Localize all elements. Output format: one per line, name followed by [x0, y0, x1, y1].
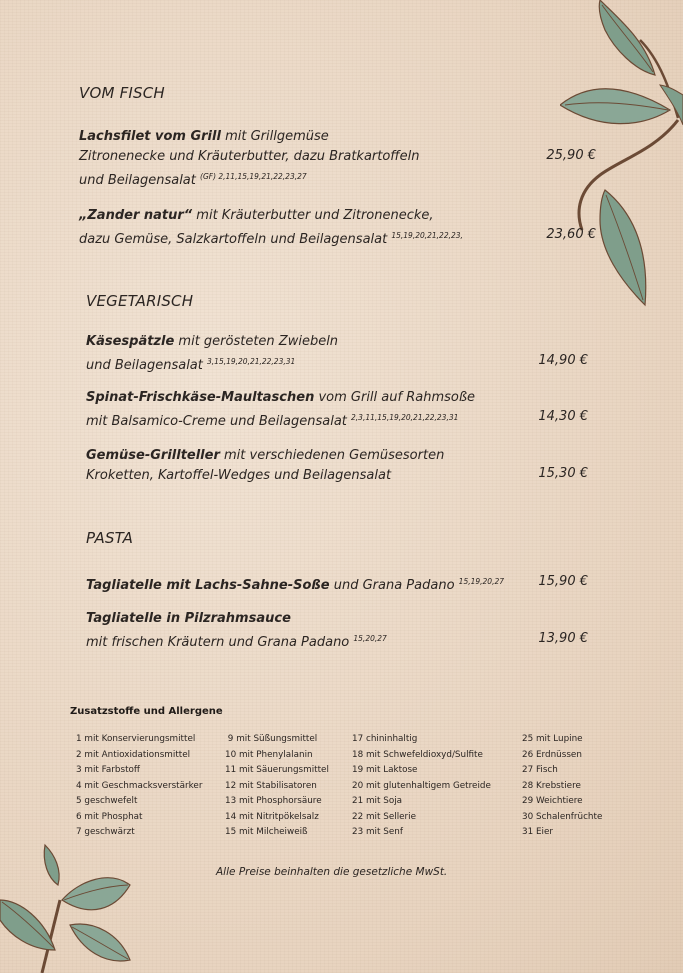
dish-name: Tagliatelle in Pilzrahmsauce — [86, 611, 291, 626]
additives-column-3 — [352, 732, 491, 841]
additive-item: 14 mit Nitritpökelsalz — [225, 811, 319, 822]
additive-item: 23 mit Senf — [352, 827, 403, 837]
vat-note: Alle Preise beinhalten die gesetzliche MwSt. — [216, 866, 448, 878]
price: 25,90 € — [546, 148, 596, 163]
allergen-codes: 3,15,19,20,21,22,23,31 — [207, 357, 296, 366]
additive-item: 15 mit Milcheiweiß — [225, 827, 308, 837]
additives-title: Zusatzstoffe und Allergene — [70, 706, 223, 717]
section-title-pasta: PASTA — [86, 529, 134, 547]
additive-item: 11 mit Säuerungsmittel — [225, 765, 329, 775]
additive-item: 30 Schalenfrüchte — [522, 811, 603, 822]
additive-item: 29 Weichtiere — [522, 796, 583, 806]
additive-item: 12 mit Stabilisatoren — [225, 780, 317, 791]
allergen-codes: 15,19,20,21,22,23, — [391, 231, 463, 240]
allergen-codes: 2,3,11,15,19,20,21,22,23,31 — [351, 413, 459, 422]
additive-item: 17 chininhaltig — [352, 734, 418, 744]
additive-item: 22 mit Sellerie — [352, 811, 417, 822]
additive-item: 13 mit Phosphorsäure — [225, 796, 322, 806]
menu-item: Spinat-Frischkäse-Maultaschen vom Grill auf Rahmsoße mit Balsamico-Creme und Beilagensalat $^{2,3,11,15,19,20,21,22,23,31}$ — [86, 390, 476, 429]
additive-item: 5 geschwefelt — [76, 796, 138, 806]
price: 14,90 € — [538, 353, 588, 368]
dish-name: Lachsfilet vom Grill — [79, 129, 221, 144]
dish-name: Käsespätzle — [86, 334, 175, 349]
price: 23,60 € — [546, 227, 596, 242]
section-title-vegetarian: VEGETARISCH — [86, 292, 194, 310]
dish-name: „Zander natur“ — [79, 208, 193, 223]
additive-item: 21 mit Soja — [352, 796, 403, 806]
additive-item: 26 Erdnüssen — [522, 749, 582, 760]
additive-item: 27 Fisch — [522, 765, 558, 775]
menu-item: Tagliatelle mit Lachs-Sahne-Soße und Grana Padano $^{15,19,20,27}$ — [86, 577, 504, 593]
menu-item: Käsespätzle mit gerösteten Zwiebeln und Beilagensalat $^{3,15,19,20,21,22,23,31}$ — [86, 334, 339, 373]
additive-item: 1 mit Konservierungsmittel — [76, 734, 196, 744]
allergen-codes: (GF) 2,11,15,19,21,22,23,27 — [200, 172, 307, 181]
additive-item: 31 Eier — [522, 827, 554, 837]
additive-item: 9 mit Süßungsmittel — [225, 734, 318, 744]
additives-column-2 — [225, 732, 329, 841]
additive-item: 7 geschwärzt — [76, 827, 135, 837]
allergen-codes: 15,19,20,27 — [458, 577, 504, 586]
additive-item: 25 mit Lupine — [522, 734, 583, 744]
price: 15,30 € — [538, 466, 588, 481]
additive-item: 19 mit Laktose — [352, 765, 418, 775]
section-title-fish: VOM FISCH — [79, 84, 165, 102]
menu-item: Lachsfilet vom Grill mit Grillgemüse Zitronenecke und Kräuterbutter, dazu Bratkartoffeln und Beilagensalat $^{(GF) 2,11,15,19,21,22,23,27}$ — [79, 129, 420, 188]
price: 14,30 € — [538, 409, 588, 424]
dish-name: Spinat-Frischkäse-Maultaschen — [86, 390, 315, 405]
menu-item: Gemüse-Grillteller mit verschiedenen Gemüsesorten Kroketten, Kartoffel-Wedges und Beilagensalat — [86, 448, 445, 483]
additives-column-1 — [76, 732, 202, 841]
price: 13,90 € — [538, 631, 588, 646]
additive-item: 6 mit Phosphat — [76, 811, 143, 822]
dish-name: Gemüse-Grillteller — [86, 448, 220, 463]
additive-item: 3 mit Farbstoff — [76, 765, 140, 775]
additives-column-4 — [522, 732, 602, 841]
leaf-cluster-icon — [0, 840, 140, 973]
dish-name: Tagliatelle mit Lachs-Sahne-Soße — [86, 578, 330, 593]
additive-item: 18 mit Schwefeldioxyd/Sulfite — [352, 749, 483, 760]
allergen-codes: 15,20,27 — [353, 634, 387, 643]
menu-item: „Zander natur“ mit Kräuterbutter und Zitronenecke, dazu Gemüse, Salzkartoffeln und Beilagensalat $^{15,19,20,21,22,23,}$ — [79, 208, 463, 247]
additive-item: 2 mit Antioxidationsmittel — [76, 749, 191, 760]
menu-item: Tagliatelle in Pilzrahmsauce mit frischen Kräutern und Grana Padano $^{15,20,27}$ — [86, 611, 387, 650]
additive-item: 4 mit Geschmacksverstärker — [76, 780, 203, 791]
additive-item: 20 mit glutenhaltigem Getreide — [352, 780, 491, 791]
price: 15,90 € — [538, 574, 588, 589]
additive-item: 28 Krebstiere — [522, 780, 581, 791]
additive-item: 10 mit Phenylalanin — [225, 749, 313, 760]
